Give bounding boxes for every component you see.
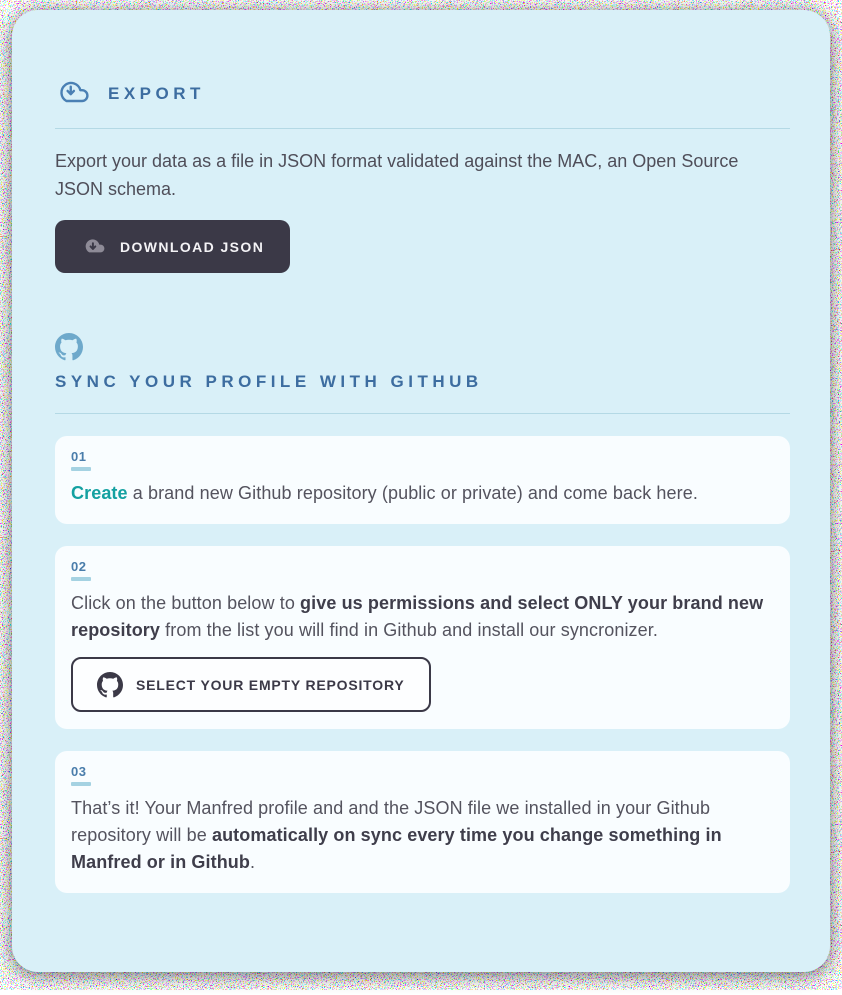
step-text-segment: . [250,852,256,872]
export-section [55,80,790,273]
step-text-segment: from the list you will find in Github and install our syncronizer. [160,620,658,640]
export-divider [55,128,790,129]
step-card-03 [55,751,790,893]
step-text [71,480,770,507]
github-icon [97,672,123,698]
step-number: 01 [71,449,87,464]
step-number: 03 [71,764,87,779]
step-text-bold-segment: automatically on sync every time you change something in Manfred or in Github [71,825,722,872]
step-text-bold-segment: give us permissions and select ONLY your brand new repository [71,593,764,640]
step-number: 02 [71,559,87,574]
create-repository-link[interactable]: Create [71,483,128,503]
export-header [55,80,790,107]
download-json-label: DOWNLOAD JSON [120,238,265,255]
step-card-01 [55,436,790,524]
step-text [71,590,770,644]
cloud-download-icon [81,237,107,257]
step-text-segment: Click on the button below to [71,593,301,613]
step-text-segment: a brand new Github repository (public or private) and come back here. [127,483,698,503]
cloud-download-icon [55,80,91,107]
download-json-button[interactable] [55,220,290,273]
main-panel [12,10,830,972]
sync-section [55,333,790,893]
sync-divider [55,413,790,414]
export-description: Export your data as a file in JSON format validated against the MAC, an Open Source JSON schema. [55,151,739,199]
step-underline [71,782,91,786]
sync-title: SYNC YOUR PROFILE WITH GITHUB [55,372,483,391]
step-underline [71,467,91,471]
step-card-02 [55,546,790,729]
github-icon [55,333,83,361]
select-repository-label: SELECT YOUR EMPTY REPOSITORY [136,676,405,693]
select-repository-button[interactable] [71,657,431,712]
step-text-segment: That’s it! Your Manfred profile and and the JSON file we installed in your Github repository will be [71,798,711,845]
step-underline [71,577,91,581]
step-text [71,795,770,876]
export-title: EXPORT [108,83,205,103]
